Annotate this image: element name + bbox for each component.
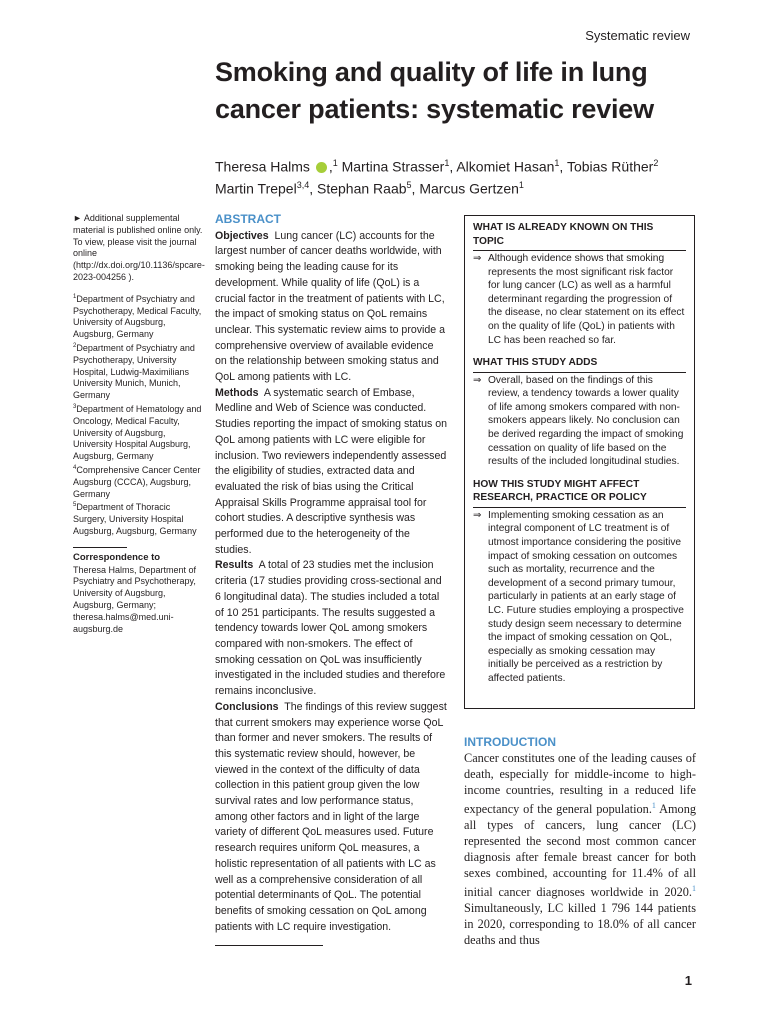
author-affiliation-ref: 3,4 — [296, 179, 310, 190]
author-name: Martina Strasser — [341, 158, 445, 175]
key-messages-item: ⇒ Implementing smoking cessation as an integral component of LC treatment is of utmost importance considering the positive impact of smoking cessation on outcomes such as mortality, recurrence and the development of a second primary tumour, particularly in patients at an early stage of LC. Future studies employing a prospective study design seem necessary to determine the impact of smoking cessation on QoL, especially as smoking cessation may initially be perceived as a restriction by affected patients. — [473, 509, 684, 684]
section-label: Systematic review — [585, 28, 690, 43]
affiliation: $^1$Department of Psychiatry and Psychotherapy, Medical Faculty, University of Augsburg, Augsburg, Germany — [73, 293, 202, 340]
introduction-heading: INTRODUCTION — [464, 735, 556, 749]
key-messages-item: ⇒ Although evidence shows that smoking represents the most significant risk factor for lung cancer (LC) as well as a harmful determinant regarding the progression of the disease, no clear statement on its effect on the quality of life (QoL) in patients with LC has been reached so far. — [473, 253, 685, 346]
introduction — [464, 735, 696, 949]
divider — [73, 547, 127, 548]
affiliation: $^3$Department of Hematology and Oncology, Medical Faculty, University of Augsburg, University Hospital Augsburg, Augsburg, Germany — [73, 403, 202, 462]
citation-link[interactable]: 1 — [651, 801, 656, 811]
correspondence-heading: Correspondence to — [73, 551, 161, 563]
affiliation: $^4$Comprehensive Cancer Center Augsburg (CCCA), Augsburg, Germany — [73, 464, 201, 499]
author-name: Marcus Gertzen — [419, 180, 519, 197]
orcid-icon[interactable] — [316, 162, 327, 173]
arrow-icon: ⇒ — [473, 374, 482, 386]
abstract — [215, 212, 447, 946]
author-name: Tobias Rüther — [566, 158, 654, 175]
affiliation: $^5$Department of Thoracic Surgery, University Hospital Augsburg, Augsburg, Germany — [73, 502, 197, 536]
abstract-section: Results A total of 23 studies met the inclusion criteria (17 studies providing cross-sectional and 6 longitudinal data). The studies included a total of 10 251 participants. The results suggested a tendency towards lower QoL among smokers compared with non-smokers. The effect of smoking cessation on QoL was insufficiently investigated in the included studies and therefore remains inconclusive. — [215, 559, 446, 698]
arrow-icon: ⇒ — [473, 509, 482, 521]
article-title: Smoking and quality of life in lung cancer patients: systematic review — [215, 57, 654, 124]
author-name: Stephan Raab — [317, 180, 407, 197]
supplemental-note[interactable]: ► Additional supplemental material is published online only. To view, please visit the journal online (http://dx.doi.org/10.1136/spcare-2023-004256 ). — [73, 213, 205, 282]
key-messages-heading: WHAT THIS STUDY ADDS — [473, 356, 686, 373]
introduction-paragraph: Cancer constitutes one of the leading causes of death, especially for middle-income to high-income countries, resulting in a reduced life expectancy of the general population.$^1$ Among all types of cancers, lung cancer (LC) represented the second most common cancer diagnosis after female breast cancer for both sexes combined, accounting for 11.4% of all initial cancer diagnoses worldwide in 2020.$^1$ Simultaneously, LC killed 1 796 144 patients in 2020, corresponding to 18.0% of all cancer deaths and thus — [464, 751, 696, 947]
citation-link[interactable]: 1 — [692, 884, 696, 894]
key-messages-box — [464, 215, 695, 709]
affiliation: $^2$Department of Psychiatry and Psychotherapy, University Hospital, Ludwig-Maximilians University Munich, Munich, Germany — [73, 342, 195, 401]
abstract-heading: ABSTRACT — [215, 212, 281, 226]
author-affiliation-ref: 5 — [406, 179, 412, 190]
key-messages-heading: WHAT IS ALREADY KNOWN ON THIS TOPIC — [473, 221, 686, 251]
abstract-section: Methods A systematic search of Embase, Medline and Web of Science was conducted. Studies reporting the impact of smoking status on QoL among patients with LC were eligible for inclusion. Two reviewers independently assessed the eligibility of studies, extracted data and evaluated the risk of bias using the Critical Appraisal Skills Programme appraisal tool for cohort studies. A descriptive synthesis was performed due to the heterogeneity of the studies. — [215, 386, 448, 556]
arrow-icon: ⇒ — [473, 253, 482, 264]
author-name: Martin Trepel — [215, 180, 297, 197]
author-affiliation-ref: 1 — [332, 158, 338, 168]
abstract-section: Conclusions The findings of this review suggest that current smokers may experience worse QoL than former and never smokers. The results of this systematic review should, however, be viewed in the context of the difficulty of data collection in this patient group given the low survival rates and low performance status, among other factors and in light of the large variety of different QoL measures used. Future research requires uniform QoL measures, a holistic representation of all patients with LC as well as a comprehensive consideration of all potential determinants of QoL. The potential benefits of smoking cessation on QoL among patients with LC require investigation. — [215, 700, 447, 933]
key-messages-heading: HOW THIS STUDY MIGHT AFFECT RESEARCH, PRACTICE OR POLICY — [473, 478, 686, 508]
author-list: Theresa Halms ,$^1$ Martina Strasser$^1$, Alkomiet Hasan$^1$, Tobias Rüther$^2$ Martin Trepel$^{3,4}$, Stephan Raab$^5$, Marcus Gertzen$^1$ — [215, 158, 659, 197]
abstract-section: Objectives Lung cancer (LC) accounts for the largest number of cancer deaths worldwide, with smoking being the leading cause for its development. While quality of life (QoL) is a crucial factor in the treatment of patients with LC, the impact of smoking status on QoL remains unclear. This systematic review aims to provide a comprehensive overview of available evidence on the relationship between smoking status and QoL among patients with LC. — [215, 229, 446, 384]
author-affiliation-ref: 1 — [518, 179, 524, 190]
divider — [215, 945, 323, 946]
author-affiliation-ref: 1 — [444, 158, 450, 168]
sidebar-notes — [73, 213, 203, 635]
correspondence-text[interactable]: Theresa Halms, Department of Psychiatry and Psychotherapy, University of Augsburg, Augsburg, Germany; theresa.halms@med.uni-augsburg.de — [73, 564, 197, 634]
author-affiliation-ref: 1 — [554, 158, 560, 168]
author-name: Theresa Halms — [215, 158, 310, 175]
page-number: 1 — [684, 973, 692, 988]
author-name: Alkomiet Hasan — [456, 158, 555, 175]
key-messages-item: ⇒ Overall, based on the findings of this review, a tendency towards a lower quality of life among smokers compared with non-smokers appears likely. No conclusion can be derived regarding the impact of smoking cessation on quality of life based on the results of the included longitudinal studies. — [473, 374, 684, 468]
author-affiliation-ref: 2 — [653, 158, 659, 168]
